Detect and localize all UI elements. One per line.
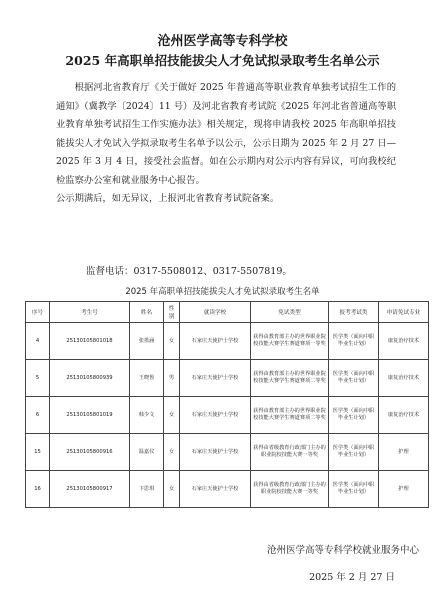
cell-school: 石家庄天使护士学校 bbox=[180, 434, 251, 471]
col-header-exam-number: 考生号 bbox=[50, 302, 130, 323]
page-title: 2025 年高职单招技能拔尖人才免试拟录取考生名单公示 bbox=[65, 53, 380, 68]
cell-school: 石家庄天使护士学校 bbox=[180, 397, 251, 434]
cell-exemption-type: 获得由省级教育行政部门主办的职业院校技能大赛一等奖 bbox=[251, 471, 329, 508]
cell-school: 石家庄天使护士学校 bbox=[180, 471, 251, 508]
col-header-exam-category: 报考考试类 bbox=[329, 302, 379, 323]
cell-name: 张墨涵 bbox=[130, 323, 164, 360]
cell-name: 卞思琪 bbox=[130, 471, 164, 508]
col-header-exemption-type: 免试类型 bbox=[251, 302, 329, 323]
cell-exam-number: 25130105800939 bbox=[50, 360, 130, 397]
cell-exam-category: 医学类（面向中职毕业生计划） bbox=[329, 471, 379, 508]
cell-gender: 女 bbox=[164, 434, 180, 471]
cell-exemption-type: 获得由教育部主办的世界职业院校技能大赛学生赛道赛项一等奖 bbox=[251, 323, 329, 360]
cell-school: 石家庄天使护士学校 bbox=[180, 360, 251, 397]
cell-name: 温嘉仪 bbox=[130, 434, 164, 471]
cell-major: 康复治疗技术 bbox=[379, 323, 429, 360]
cell-exam-category: 医学类（面向中职毕业生计划） bbox=[329, 397, 379, 434]
table-row bbox=[26, 471, 429, 508]
cell-exam-number: 25130105801019 bbox=[50, 397, 130, 434]
col-header-major: 申请免试专业 bbox=[379, 302, 429, 323]
table-header-row bbox=[26, 302, 429, 323]
cell-exemption-type: 获得由教育部主办的世界职业院校技能大赛学生赛道赛项二等奖 bbox=[251, 397, 329, 434]
cell-major: 康复治疗技术 bbox=[379, 360, 429, 397]
cell-exam-number: 25130105801018 bbox=[50, 323, 130, 360]
cell-major: 康复治疗技术 bbox=[379, 397, 429, 434]
table-row bbox=[26, 323, 429, 360]
cell-school: 石家庄天使护士学校 bbox=[180, 323, 251, 360]
cell-index: 4 bbox=[26, 323, 50, 360]
cell-exam-number: 25130105800916 bbox=[50, 434, 130, 471]
cell-exemption-type: 获得由教育部主办的世界职业院校技能大赛学生赛道赛项二等奖 bbox=[251, 360, 329, 397]
candidate-table bbox=[25, 301, 429, 508]
table-row bbox=[26, 397, 429, 434]
cell-exam-category: 医学类（面向中职毕业生计划） bbox=[329, 323, 379, 360]
col-header-school: 就读学校 bbox=[180, 302, 251, 323]
col-header-index: 序号 bbox=[26, 302, 50, 323]
cell-gender: 男 bbox=[164, 360, 180, 397]
cell-index: 15 bbox=[26, 434, 50, 471]
cell-exemption-type: 获得由省级教育行政部门主办的职业院校技能大赛一等奖 bbox=[251, 434, 329, 471]
table-title: 2025 年高职单招技能拔尖人才免试拟录取考生名单 bbox=[125, 287, 320, 297]
table-row bbox=[26, 434, 429, 471]
issuing-organization: 沧州医学高等专科学校就业服务中心 bbox=[266, 545, 419, 556]
cell-name: 王晓鲁 bbox=[130, 360, 164, 397]
col-header-gender: 性别 bbox=[164, 302, 180, 323]
cell-exam-number: 25130105800917 bbox=[50, 471, 130, 508]
cell-major: 护理 bbox=[379, 434, 429, 471]
paragraph-1: 根据河北省教育厅《关于做好 2025 年普通高等职业教育单独考试招生工作的通知》（冀教学〔2024〕11 号）及河北省教育考试院《2025 年河北省普通高等职业教育单独考试招生工作实施办法》相关规定，现将申请我校 2025 年高职单招技能拔尖人才免试入学拟录取考生名单予以公示，公示日期为 2025 年 2 月 27 日—2025 年 3 月 4 日，接受社会监督。如在公示期内对公示内容有异议，可向我校纪检监察办公室和就业服务中心报告。 bbox=[56, 82, 396, 186]
cell-index: 6 bbox=[26, 397, 50, 434]
cell-index: 16 bbox=[26, 471, 50, 508]
school-name: 沧州医学高等专科学校 bbox=[157, 34, 288, 49]
table-row bbox=[26, 360, 429, 397]
cell-exam-category: 医学类（面向中职毕业生计划） bbox=[329, 434, 379, 471]
col-header-name: 姓名 bbox=[130, 302, 164, 323]
cell-gender: 女 bbox=[164, 471, 180, 508]
cell-index: 5 bbox=[26, 360, 50, 397]
announcement-body bbox=[56, 79, 396, 209]
supervision-phone: 监督电话：0317-5508012、0317-5507819。 bbox=[86, 266, 292, 277]
cell-gender: 女 bbox=[164, 397, 180, 434]
cell-gender: 女 bbox=[164, 323, 180, 360]
cell-name: 韩少文 bbox=[130, 397, 164, 434]
issue-date: 2025 年 2 月 27 日 bbox=[309, 572, 395, 583]
cell-major: 护理 bbox=[379, 471, 429, 508]
paragraph-2: 公示期满后，如无异议，上报河北省教育考试院备案。 bbox=[56, 193, 280, 204]
cell-exam-category: 医学类（面向中职毕业生计划） bbox=[329, 360, 379, 397]
